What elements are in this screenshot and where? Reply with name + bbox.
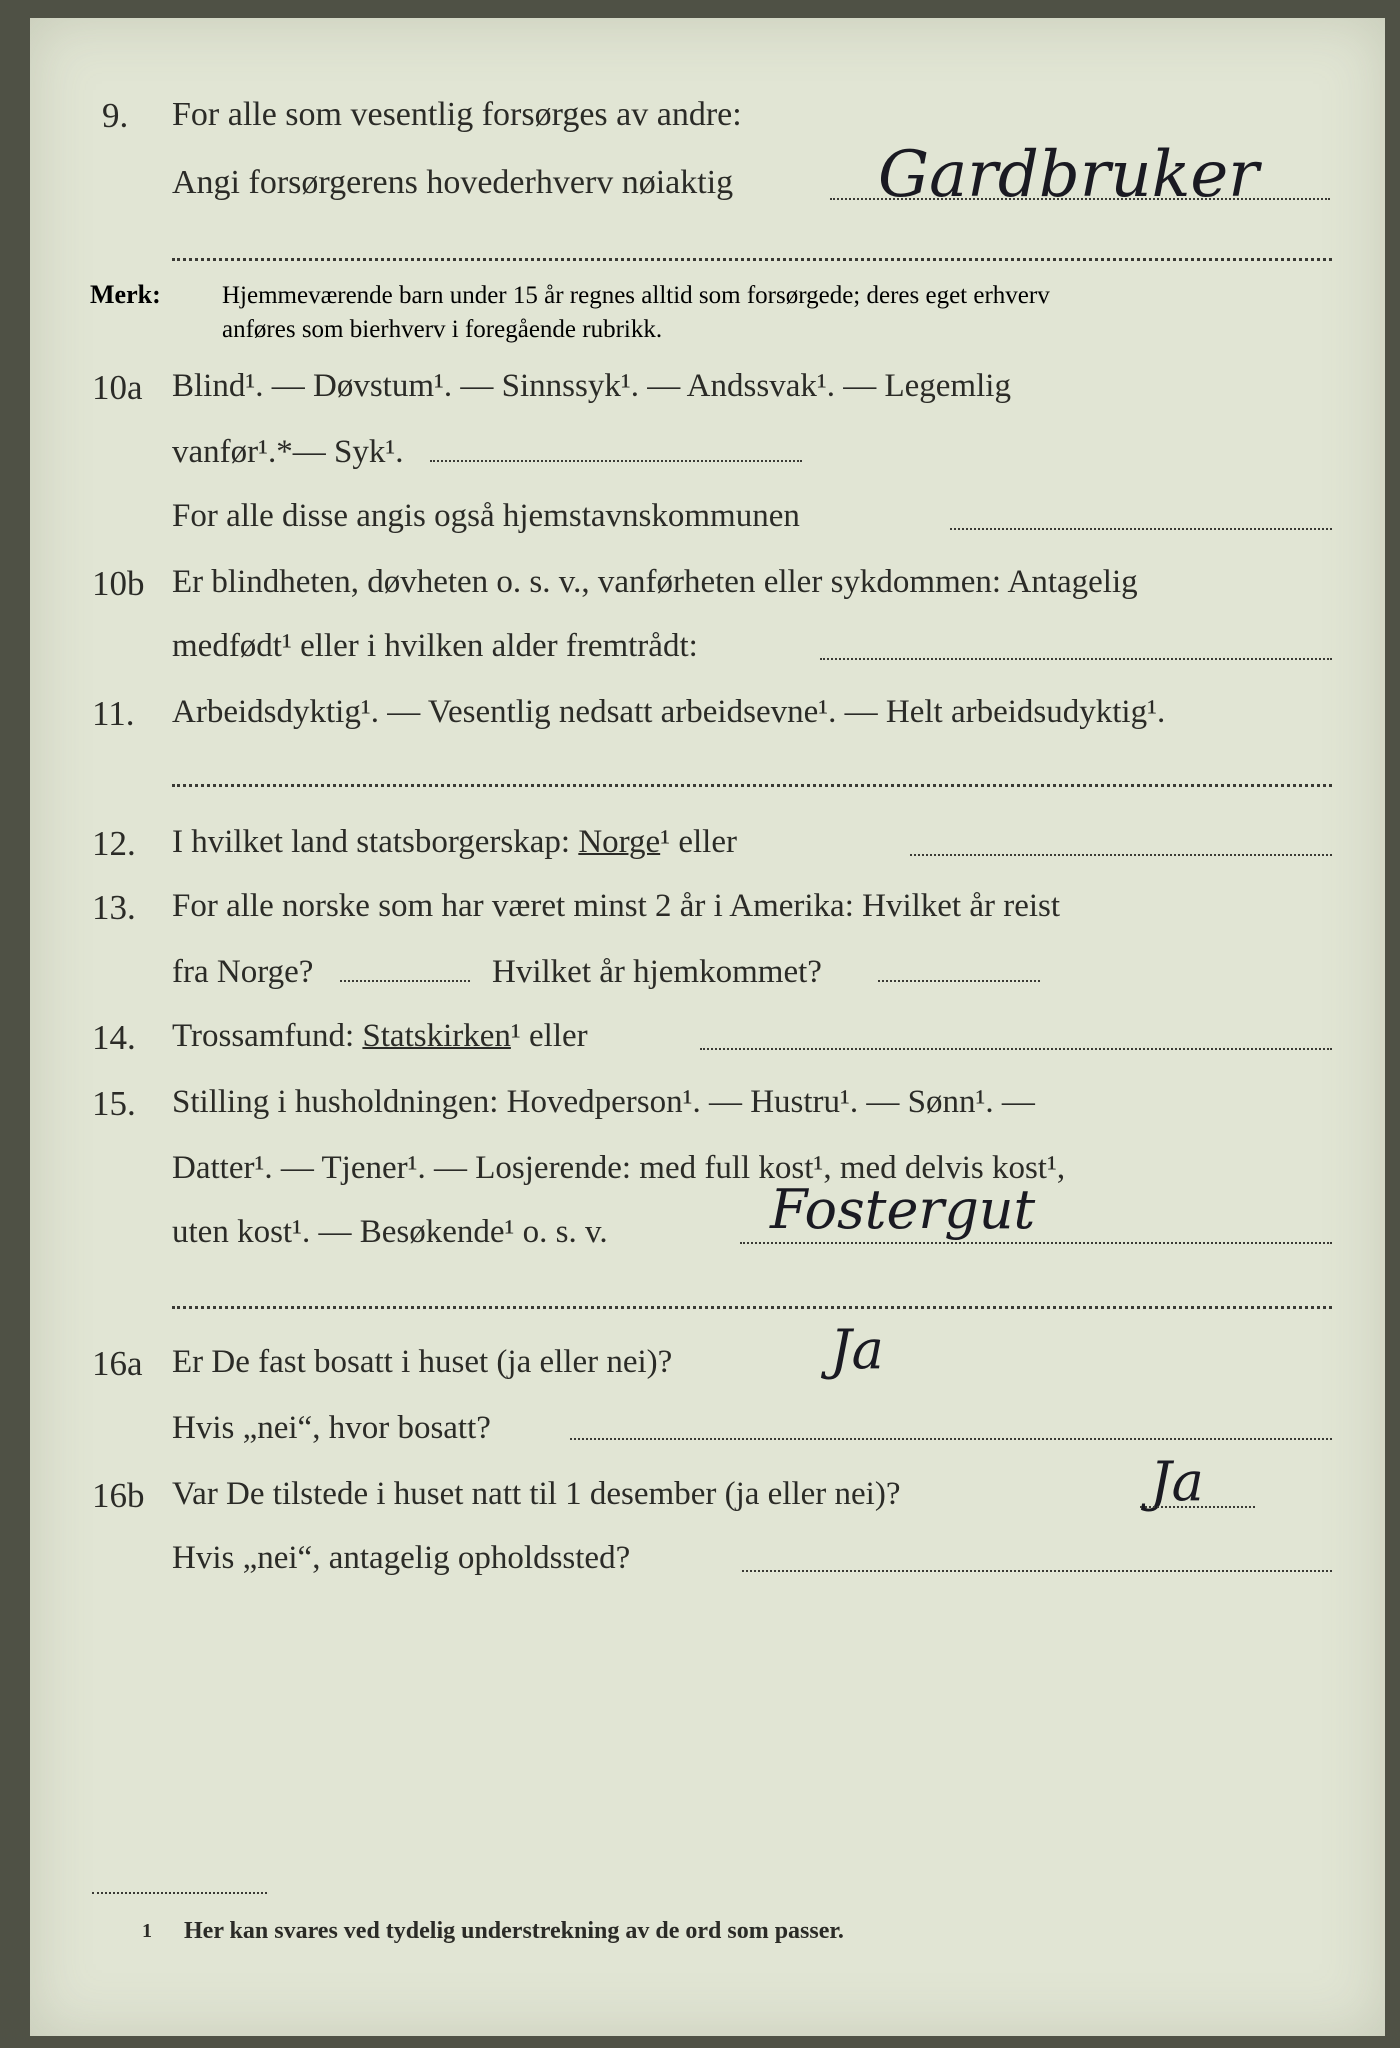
q16a-handwritten-answer: Ja bbox=[830, 1318, 884, 1381]
q10a-question-line1: Blind¹. — Døvstum¹. — Sinnssyk¹. — Andssvak¹. — Legemlig bbox=[172, 368, 1011, 404]
q14-question-text: Trossamfund: bbox=[172, 1018, 355, 1054]
q9-question-line1: For alle som vesentlig forsørges av andre: bbox=[172, 96, 742, 133]
census-form-page bbox=[30, 18, 1385, 2036]
q10a-question-line2: vanfør¹.*— Syk¹. bbox=[172, 434, 404, 470]
q15-extra-line bbox=[172, 1306, 1332, 1309]
q10a-hjemstavn-line bbox=[950, 528, 1332, 530]
q12-question-suffix: ¹ eller bbox=[660, 824, 737, 860]
q11-extra-line bbox=[172, 784, 1332, 787]
q14-question-suffix: ¹ eller bbox=[510, 1018, 588, 1054]
q13-question-line1: For alle norske som har været minst 2 år i Amerika: Hvilket år reist bbox=[172, 888, 1061, 924]
q12-answer-line bbox=[910, 854, 1332, 856]
q10b-number: 10b bbox=[92, 564, 145, 603]
q16a-bosatt-answer-line bbox=[570, 1438, 1332, 1440]
q10a-answer-line bbox=[430, 460, 802, 462]
q9-handwritten-answer: Gardbruker bbox=[878, 138, 1259, 212]
q16b-question-line2: Hvis „nei“, antagelig opholdssted? bbox=[172, 1540, 631, 1576]
q9-number: 9. bbox=[102, 96, 129, 135]
q16b-number: 16b bbox=[92, 1476, 145, 1515]
q12-question bbox=[172, 824, 737, 861]
q13-reist-answer-line bbox=[340, 980, 470, 982]
q16a-question-line1: Er De fast bosatt i huset (ja eller nei)? bbox=[172, 1344, 673, 1380]
q16a-number: 16a bbox=[92, 1344, 143, 1383]
footnote-separator bbox=[92, 1892, 267, 1894]
q9-question-line2: Angi forsørgerens hovederhverv nøiaktig bbox=[172, 164, 734, 201]
q15-question-line2: Datter¹. — Tjener¹. — Losjerende: med full kost¹, med delvis kost¹, bbox=[172, 1150, 1066, 1186]
q12-question-text: I hvilket land statsborgerskap: bbox=[172, 824, 571, 860]
q14-answer-line bbox=[700, 1048, 1332, 1050]
merk-text-line1: Hjemmeværende barn under 15 år regnes alltid som forsørgede; deres eget erhverv bbox=[222, 282, 1050, 309]
footnote-mark: 1 bbox=[142, 1920, 152, 1942]
q13-number: 13. bbox=[92, 888, 136, 927]
q11-number: 11. bbox=[92, 694, 135, 733]
q15-number: 15. bbox=[92, 1084, 136, 1123]
q10b-question-line1: Er blindheten, døvheten o. s. v., vanførheten eller sykdommen: Antagelig bbox=[172, 564, 1138, 600]
q12-underlined-answer: Norge bbox=[578, 824, 661, 860]
q14-question bbox=[172, 1018, 588, 1055]
q9-extra-line bbox=[172, 258, 1332, 261]
q16b-handwritten-answer: Ja bbox=[1150, 1450, 1204, 1513]
q10a-question-line3: For alle disse angis også hjemstavnskommunen bbox=[172, 498, 800, 534]
footnote-text: Her kan svares ved tydelig understrekning av de ord som passer. bbox=[184, 1918, 844, 1944]
q14-number: 14. bbox=[92, 1018, 136, 1057]
q15-handwritten-answer: Fostergut bbox=[770, 1178, 1036, 1241]
q10b-answer-line bbox=[820, 658, 1332, 660]
q13-hjemkommet-answer-line bbox=[878, 980, 1040, 982]
q15-question-line3: uten kost¹. — Besøkende¹ o. s. v. bbox=[172, 1214, 608, 1250]
merk-text-line2: anføres som bierhverv i foregående rubrikk. bbox=[222, 316, 663, 343]
q10a-number: 10a bbox=[92, 368, 143, 407]
q15-question-line1: Stilling i husholdningen: Hovedperson¹. — Hustru¹. — Sønn¹. — bbox=[172, 1084, 1035, 1120]
q10b-question-line2: medfødt¹ eller i hvilken alder fremtrådt: bbox=[172, 628, 698, 664]
q16b-answer-line bbox=[1140, 1506, 1255, 1508]
q15-answer-line bbox=[740, 1242, 1332, 1244]
q16a-question-line2: Hvis „nei“, hvor bosatt? bbox=[172, 1410, 491, 1446]
q13-question-line2a: fra Norge? bbox=[172, 954, 314, 990]
q16b-opholdssted-answer-line bbox=[742, 1570, 1332, 1572]
q11-question-line1: Arbeidsdyktig¹. — Vesentlig nedsatt arbeidsevne¹. — Helt arbeidsudyktig¹. bbox=[172, 694, 1166, 730]
q12-number: 12. bbox=[92, 824, 136, 863]
q13-question-line2b: Hvilket år hjemkommet? bbox=[492, 954, 822, 990]
q14-underlined-answer: Statskirken bbox=[362, 1018, 511, 1054]
merk-label: Merk: bbox=[90, 280, 161, 309]
q16b-question-line1: Var De tilstede i huset natt til 1 desember (ja eller nei)? bbox=[172, 1476, 901, 1512]
